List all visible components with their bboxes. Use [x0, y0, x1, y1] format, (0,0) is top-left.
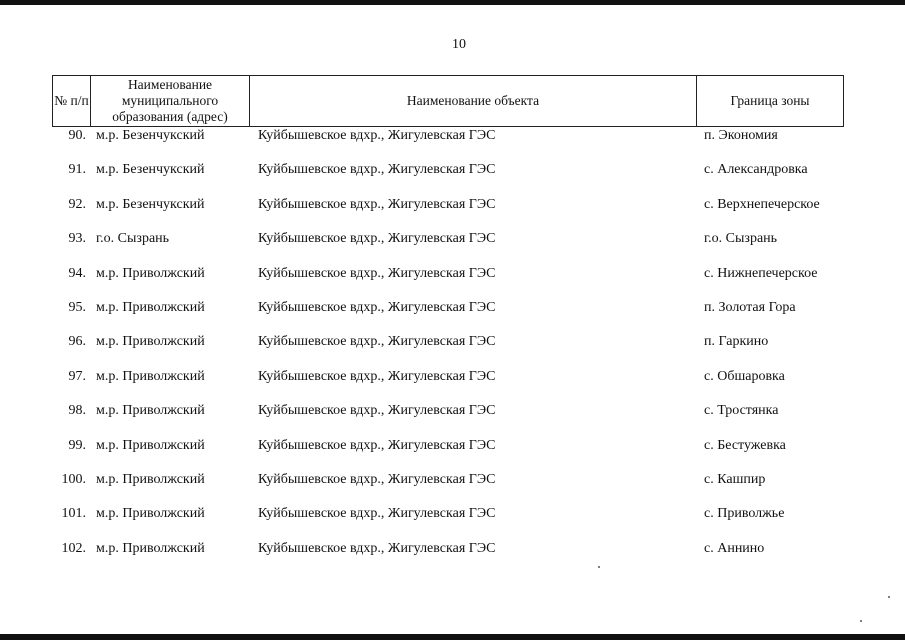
row-object: Куйбышевское вдхр., Жигулевская ГЭС — [258, 265, 496, 281]
bottom-scan-border — [0, 634, 905, 640]
table-row — [52, 127, 844, 161]
row-number: 91. — [68, 162, 86, 178]
row-number: 102. — [61, 540, 86, 556]
row-zone: с. Приволжье — [704, 506, 785, 522]
scan-speck — [598, 566, 600, 568]
row-number: 98. — [68, 403, 86, 419]
row-number: 92. — [68, 196, 86, 212]
header-object: Наименование объекта — [250, 76, 697, 126]
row-object: Куйбышевское вдхр., Жигулевская ГЭС — [258, 128, 496, 143]
row-object: Куйбышевское вдхр., Жигулевская ГЭС — [258, 334, 496, 350]
row-municipality: м.р. Безенчукский — [96, 196, 205, 212]
row-zone: г.о. Сызрань — [704, 231, 778, 247]
table-row — [52, 505, 844, 539]
row-number: 96. — [68, 334, 86, 350]
top-scan-border — [0, 0, 905, 5]
row-municipality: м.р. Приволжский — [96, 403, 205, 419]
header-zone: Граница зоны — [730, 93, 810, 108]
row-zone: с. Обшаровка — [704, 368, 785, 384]
row-zone: п. Экономия — [704, 128, 778, 143]
row-municipality: м.р. Приволжский — [96, 334, 205, 350]
row-object: Куйбышевское вдхр., Жигулевская ГЭС — [258, 437, 496, 453]
table-row — [52, 299, 844, 333]
table-row — [52, 471, 844, 505]
row-number: 90. — [68, 128, 86, 143]
row-municipality: м.р. Приволжский — [96, 299, 205, 315]
row-zone: с. Аннино — [704, 540, 765, 556]
row-municipality: м.р. Приволжский — [96, 540, 205, 556]
row-object: Куйбышевское вдхр., Жигулевская ГЭС — [258, 162, 496, 178]
scan-speck — [888, 596, 890, 598]
row-municipality: г.о. Сызрань — [96, 231, 170, 247]
table-row — [52, 161, 844, 195]
row-municipality: м.р. Безенчукский — [96, 162, 205, 178]
table-row — [52, 196, 844, 230]
row-number: 93. — [68, 231, 86, 247]
table-row — [52, 230, 844, 264]
row-object: Куйбышевское вдхр., Жигулевская ГЭС — [258, 299, 496, 315]
row-municipality: м.р. Приволжский — [96, 471, 205, 487]
header-municipality: Наименование муниципального образования (адрес) — [91, 76, 250, 126]
row-zone: с. Тростянка — [704, 403, 779, 419]
row-number: 94. — [68, 265, 86, 281]
row-zone: с. Кашпир — [704, 471, 766, 487]
row-zone: с. Бестужевка — [704, 437, 786, 453]
row-zone: п. Золотая Гора — [704, 299, 796, 315]
row-zone: с. Нижнепечерское — [704, 265, 818, 281]
row-municipality: м.р. Приволжский — [96, 368, 205, 384]
row-municipality: м.р. Безенчукский — [96, 128, 205, 143]
row-zone: п. Гаркино — [704, 334, 769, 350]
page-number: 10 — [452, 37, 466, 52]
header-number: № п/п — [53, 76, 91, 126]
table-body — [52, 127, 844, 574]
row-object: Куйбышевское вдхр., Жигулевская ГЭС — [258, 368, 496, 384]
row-object: Куйбышевское вдхр., Жигулевская ГЭС — [258, 540, 496, 556]
row-object: Куйбышевское вдхр., Жигулевская ГЭС — [258, 196, 496, 212]
row-number: 101. — [61, 506, 86, 522]
row-object: Куйбышевское вдхр., Жигулевская ГЭС — [258, 403, 496, 419]
row-number: 95. — [68, 299, 86, 315]
row-number: 97. — [68, 368, 86, 384]
row-object: Куйбышевское вдхр., Жигулевская ГЭС — [258, 471, 496, 487]
row-object: Куйбышевское вдхр., Жигулевская ГЭС — [258, 231, 496, 247]
table-row — [52, 265, 844, 299]
row-municipality: м.р. Приволжский — [96, 265, 205, 281]
table-row — [52, 402, 844, 436]
table-row — [52, 368, 844, 402]
row-object: Куйбышевское вдхр., Жигулевская ГЭС — [258, 506, 496, 522]
row-number: 99. — [68, 437, 86, 453]
table-row — [52, 540, 844, 574]
row-zone: с. Верхнепечерское — [704, 196, 820, 212]
row-zone: с. Александровка — [704, 162, 808, 178]
table-row — [52, 333, 844, 367]
table-row — [52, 437, 844, 471]
table-header — [52, 75, 844, 127]
row-municipality: м.р. Приволжский — [96, 506, 205, 522]
row-number: 100. — [61, 471, 86, 487]
row-municipality: м.р. Приволжский — [96, 437, 205, 453]
scan-speck — [860, 620, 862, 622]
